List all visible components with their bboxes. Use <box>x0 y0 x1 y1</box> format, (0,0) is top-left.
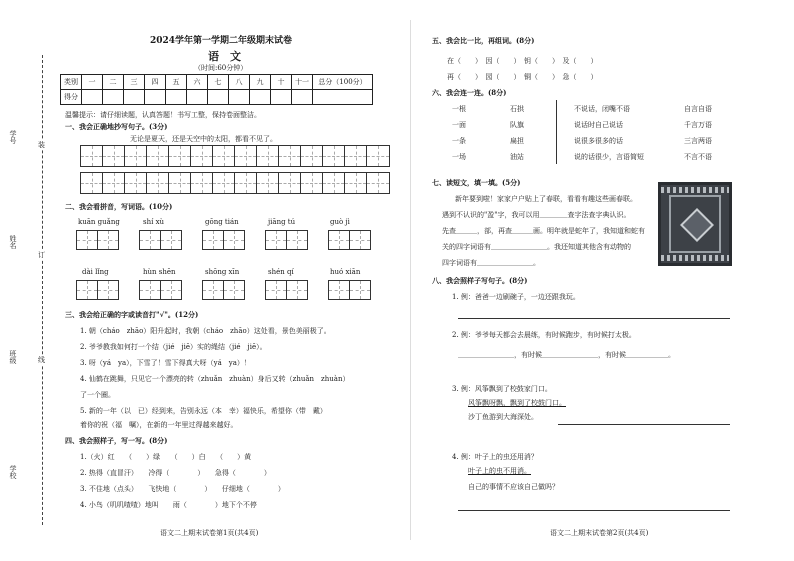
q4-title: 四、我会照样子，写一写。(8分) <box>65 436 168 445</box>
school-label: 学校 <box>9 465 17 479</box>
q8-item: 2. 例：爷爷每天都会去晨练，有时候跑步，有时候打太极。 <box>452 331 636 339</box>
q5-title: 五、我会比一比，再组词。(8分) <box>432 36 535 45</box>
score-input-cell[interactable] <box>103 90 124 105</box>
q3-item[interactable]: 3. 呀（yá ya），下雪了！雪下得真大呀（yá ya）！ <box>80 359 251 367</box>
q8-item: 自己的事情不应该自己做吗？ <box>468 483 559 491</box>
name-label: 姓名 <box>9 235 17 249</box>
answer-box[interactable] <box>139 280 181 300</box>
q7-line[interactable]: 四字词语有＿＿＿＿＿＿＿＿。 <box>442 259 540 267</box>
answer-box[interactable] <box>328 230 370 250</box>
score-cell: 六 <box>187 75 208 90</box>
q4-item[interactable]: 4. 小鸟（叽叽喳喳）地叫 雨（ ）地下个不停 <box>80 501 257 509</box>
q6-left-a[interactable]: 一场 <box>452 153 466 161</box>
q7-title: 七、读短文，填一填。(5分) <box>432 178 521 187</box>
q4-item[interactable]: 1.（火）红 （ ）绿 （ ）白 （ ）黄 <box>80 453 252 461</box>
score-input-cell[interactable] <box>124 90 145 105</box>
score-cell: 九 <box>250 75 271 90</box>
pinyin-label: dài lǐng <box>82 268 109 276</box>
q6-left-b[interactable]: 扁担 <box>510 137 524 145</box>
q6-left-a[interactable]: 一条 <box>452 137 466 145</box>
q6-right-b[interactable]: 千言万语 <box>684 121 712 129</box>
score-cell: 七 <box>208 75 229 90</box>
score-input-cell[interactable] <box>145 90 166 105</box>
exam-title: 2024学年第一学期二年级期末试卷 <box>150 36 293 46</box>
writing-grid-1[interactable] <box>80 145 390 167</box>
q1-sentence: 无论是夏天，还是天空中的太阳，都看不见了。 <box>130 135 277 143</box>
score-input-cell[interactable] <box>187 90 208 105</box>
q6-right-b[interactable]: 三言两语 <box>684 137 712 145</box>
q6-right-a[interactable]: 不说话，闭嘴不语 <box>574 105 630 113</box>
q8-item: 沙丁鱼游到大海深处。 <box>468 413 538 421</box>
class-label: 班级 <box>9 350 17 364</box>
answer-line[interactable] <box>458 318 730 319</box>
q8-item: 叶子上的虫不用消。 <box>468 467 531 475</box>
answer-box[interactable] <box>328 280 370 300</box>
q4-item[interactable]: 3. 不住地（点头） 飞快地（ ） 仔细地（ ） <box>80 485 285 493</box>
footer-right: 语文二上期末试卷第2页(共4页) <box>550 529 649 537</box>
footer-left: 语文二上期末试卷第1页(共4页) <box>160 529 259 537</box>
q6-divider <box>556 100 557 164</box>
q5-row1[interactable]: 在（ ） 因（ ） 钥（ ） 及（ ） <box>447 57 598 65</box>
pinyin-label: huó xiān <box>330 268 361 276</box>
pinyin-label: jiāng tú <box>268 218 296 226</box>
score-cell: 五 <box>166 75 187 90</box>
q8-item: 4. 例：叶子上的虫还用消？ <box>452 453 538 461</box>
answer-box[interactable] <box>139 230 181 250</box>
answer-box[interactable] <box>265 230 307 250</box>
q3-item: 了一个圈。 <box>80 391 115 399</box>
score-cell: 十一 <box>292 75 313 90</box>
pinyin-label: shōng xīn <box>205 268 240 276</box>
score-cell: 三 <box>124 75 145 90</box>
q8-item: 风筝飘呀飘，飘到了校鼓门口。 <box>468 399 566 407</box>
score-cell: 总分（100分） <box>313 75 373 90</box>
q8-item: 1. 例：爸爸一边刷碗子，一边还跟我玩。 <box>452 293 580 301</box>
q3-item[interactable]: 2. 爷爷教我如何打一个结（jié jiē）实的绳结（jié jiē）。 <box>80 343 267 351</box>
q6-right-b[interactable]: 不言不语 <box>684 153 712 161</box>
answer-box[interactable] <box>76 280 118 300</box>
q7-line[interactable]: 关的四字词语有＿＿＿＿＿＿＿＿。我还知道其他含有动物的 <box>442 243 631 251</box>
q3-item[interactable]: 4. 仙鹤在跳舞，只见它一个漂亮的转（zhuǎn zhuàn）身后又转（zhuǎn zhuàn） <box>80 375 350 383</box>
q1-title: 一、我会正确地抄写句子。(3分) <box>65 122 168 131</box>
q3-item[interactable]: 着你的祝（福 嘱），在新的一年里过得越来越好。 <box>80 421 238 429</box>
q6-right-a[interactable]: 说话时自己说话 <box>574 121 623 129</box>
q3-title: 三、我会给正确的字或读音打"√"。(12分) <box>65 310 199 319</box>
exam-time: （时间:60分钟） <box>194 64 248 72</box>
score-input-cell[interactable] <box>250 90 271 105</box>
answer-line[interactable] <box>558 424 730 425</box>
score-input-cell[interactable] <box>166 90 187 105</box>
writing-grid-2[interactable] <box>80 172 390 194</box>
pinyin-label: hùn shēn <box>143 268 176 276</box>
pinyin-label: kuān guǎng <box>78 218 120 226</box>
q6-left-a[interactable]: 一面 <box>452 121 466 129</box>
score-cell: 四 <box>145 75 166 90</box>
score-cell: 一 <box>82 75 103 90</box>
answer-box[interactable] <box>202 280 244 300</box>
score-cell: 二 <box>103 75 124 90</box>
score-cell: 十 <box>271 75 292 90</box>
subject-title: 语 文 <box>208 50 241 63</box>
q7-line[interactable]: 遇到不认识的"盈"字，我可以用＿＿＿＿查字法查字典认识。 <box>442 211 631 219</box>
q6-right-a[interactable]: 说的话很少，言语简短 <box>574 153 644 161</box>
score-cell: 得分 <box>61 90 82 105</box>
q8-item[interactable]: ＿＿＿＿＿＿＿＿，有时候＿＿＿＿＿＿＿＿，有时候＿＿＿＿＿＿。 <box>458 351 675 359</box>
q2-title: 二、我会看拼音，写词语。(10分) <box>65 202 173 211</box>
binding-mark-xian: 线 <box>38 356 45 364</box>
score-table-header-row <box>61 75 373 90</box>
q4-item[interactable]: 2. 热得（直冒汗） 冷得（ ） 急得（ ） <box>80 469 271 477</box>
pinyin-label: guò jì <box>330 218 350 226</box>
q6-right-a[interactable]: 说很多很多的话 <box>574 137 623 145</box>
score-input-cell[interactable] <box>313 90 373 105</box>
q6-title: 六、我会连一连。(8分) <box>432 88 507 97</box>
binding-line <box>42 55 43 525</box>
pinyin-label: gōng tián <box>205 218 239 226</box>
page-divider <box>410 20 411 540</box>
q8-item: 3. 例：风筝飘到了校鼓家门口。 <box>452 385 552 393</box>
q7-line: 新年要到啦！家家户户贴上了春联，看看有趣这些画春联。 <box>455 195 637 203</box>
q6-left-b[interactable]: 队旗 <box>510 121 524 129</box>
student-id-label: 学号 <box>9 130 17 144</box>
q3-item[interactable]: 1. 朝（cháo zhāo）阳升起时，我朝（cháo zhāo）这处看，景色美丽极了。 <box>80 327 331 335</box>
q8-title: 八、我会照样子写句子。(8分) <box>432 276 528 285</box>
score-input-cell[interactable] <box>229 90 250 105</box>
spring-couplet-image <box>658 182 732 266</box>
score-input-cell[interactable] <box>271 90 292 105</box>
q7-line[interactable]: 先查＿＿＿，部，再查＿＿＿画。明年就是蛇年了，我知道和蛇有 <box>442 227 645 235</box>
q5-row2[interactable]: 再（ ） 园（ ） 铜（ ） 急（ ） <box>447 73 598 81</box>
score-input-cell[interactable] <box>82 90 103 105</box>
answer-box[interactable] <box>202 230 244 250</box>
score-table-score-row <box>61 90 373 105</box>
score-cell: 类别 <box>61 75 82 90</box>
score-table <box>60 74 373 105</box>
tip-text: 温馨提示：请仔细读题，认真答题！书写工整，保持卷面整洁。 <box>65 111 261 119</box>
pinyin-label: shí xù <box>143 218 165 226</box>
score-cell: 八 <box>229 75 250 90</box>
answer-box[interactable] <box>76 230 118 250</box>
score-input-cell[interactable] <box>292 90 313 105</box>
answer-line[interactable] <box>458 510 730 511</box>
answer-box[interactable] <box>265 280 307 300</box>
q6-left-b[interactable]: 石拱 <box>510 105 524 113</box>
binding-mark-ding: 订 <box>38 251 45 259</box>
q6-right-b[interactable]: 自言自语 <box>684 105 712 113</box>
pinyin-label: shén qí <box>268 268 294 276</box>
score-input-cell[interactable] <box>208 90 229 105</box>
q6-left-a[interactable]: 一根 <box>452 105 466 113</box>
binding-mark-zhuang: 装 <box>38 141 45 149</box>
q6-left-b[interactable]: 油站 <box>510 153 524 161</box>
q3-item[interactable]: 5. 新的一年（以 已）经到来，告别永远（本 幸）福快乐，希望你（带 戴） <box>80 407 327 415</box>
